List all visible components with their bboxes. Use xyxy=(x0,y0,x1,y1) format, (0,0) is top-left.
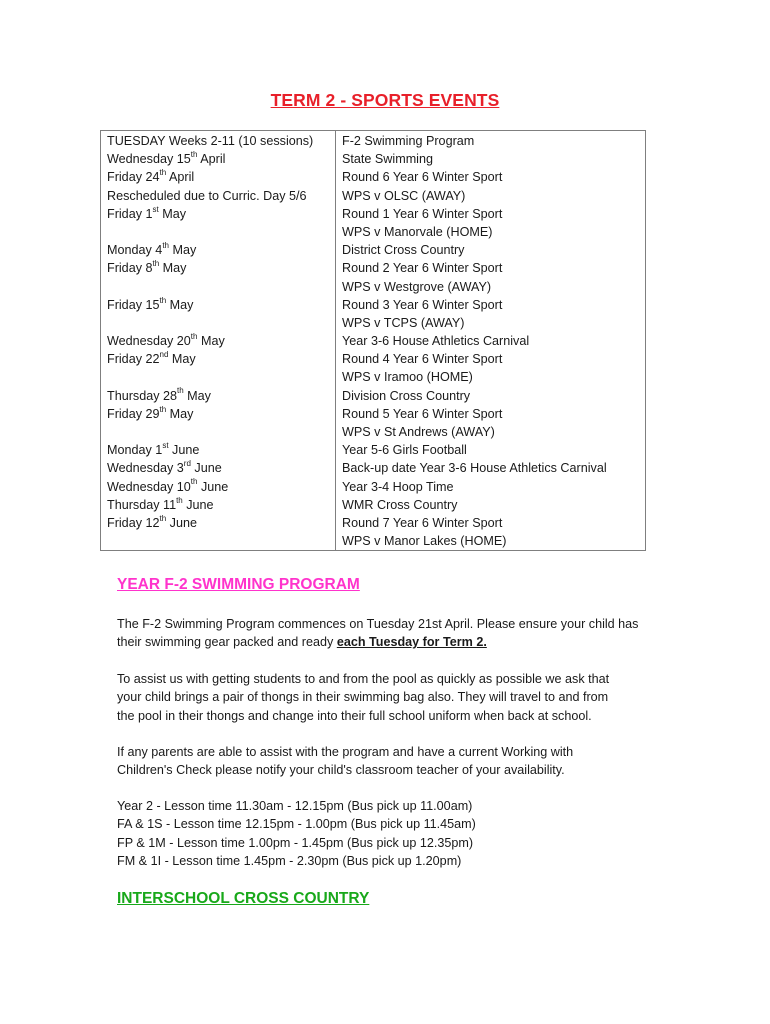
date-line xyxy=(107,241,329,259)
ordinal-suffix: st xyxy=(152,204,159,214)
date-line xyxy=(107,132,329,150)
event-line: Division Cross Country xyxy=(342,388,471,403)
thongs-paragraph xyxy=(117,670,662,725)
date-text: Monday 4 xyxy=(107,243,163,258)
event-line: Back-up date Year 3-6 House Athletics Carnival xyxy=(342,461,607,476)
paragraph-line: the pool in their thongs and change into their full school uniform when back at school. xyxy=(117,708,592,723)
lesson-schedule xyxy=(117,797,662,870)
event-line: Round 7 Year 6 Winter Sport xyxy=(342,515,503,530)
month-text: June xyxy=(182,497,214,512)
ordinal-suffix: th xyxy=(159,295,167,305)
ordinal-suffix: th xyxy=(190,150,198,159)
event-line: WPS v Westgrove (AWAY) xyxy=(342,279,492,294)
date-line xyxy=(107,368,329,386)
date-text: Friday 8 xyxy=(107,261,153,276)
date-text: Friday 1 xyxy=(107,206,153,221)
ordinal-suffix: th xyxy=(190,331,198,341)
ordinal-suffix: th xyxy=(159,168,167,178)
date-text: Thursday 28 xyxy=(107,388,178,403)
date-line xyxy=(107,332,329,350)
ordinal-suffix: th xyxy=(152,259,160,269)
paragraph-line: Children's Check please notify your child's classroom teacher of your availability. xyxy=(117,763,565,778)
event-line: Round 6 Year 6 Winter Sport xyxy=(342,170,503,185)
month-text: June xyxy=(190,461,222,476)
date-line xyxy=(107,405,329,423)
event-line: Year 5-6 Girls Football xyxy=(342,443,467,458)
swimming-intro-paragraph xyxy=(117,615,662,652)
month-text: May xyxy=(159,261,187,276)
ordinal-suffix: th xyxy=(190,477,198,487)
ordinal-suffix: st xyxy=(162,441,169,450)
month-text: May xyxy=(168,243,197,258)
schedule-line: FM & 1I - Lesson time 1.45pm - 2.30pm (Bus pick up 1.20pm) xyxy=(117,853,462,868)
date-line xyxy=(107,150,329,168)
date-line xyxy=(107,296,329,314)
date-line xyxy=(107,459,329,477)
event-line: WPS v TCPS (AWAY) xyxy=(342,315,465,330)
paragraph-line: If any parents are able to assist with the program and have a current Working with xyxy=(117,745,574,759)
paragraph-line: To assist us with getting students to and from the pool as quickly as possible we ask that xyxy=(117,672,610,686)
month-text: June xyxy=(197,479,229,494)
date-line xyxy=(107,314,329,332)
event-line: Year 3-6 House Athletics Carnival xyxy=(342,334,530,349)
event-line: Round 2 Year 6 Winter Sport xyxy=(342,261,503,276)
events-column xyxy=(336,131,646,551)
date-line xyxy=(107,514,329,532)
emphasis-text: each Tuesday for Term 2. xyxy=(336,635,487,650)
swimming-program-heading: YEAR F-2 SWIMMING PROGRAM xyxy=(117,576,360,593)
date-line xyxy=(107,387,329,405)
event-line: State Swimming xyxy=(342,152,433,167)
date-line xyxy=(107,259,329,277)
date-line xyxy=(107,223,329,241)
ordinal-suffix: rd xyxy=(183,459,191,469)
event-line: WPS v OLSC (AWAY) xyxy=(342,188,466,203)
date-text: Friday 29 xyxy=(107,406,160,421)
paragraph-line xyxy=(117,633,662,651)
date-line xyxy=(107,478,329,496)
ordinal-suffix: th xyxy=(159,404,167,414)
date-text: Friday 24 xyxy=(107,170,160,185)
date-text: Friday 15 xyxy=(107,297,160,312)
month-text: June xyxy=(166,515,197,530)
month-text: April xyxy=(197,152,226,167)
event-line: Year 3-4 Hoop Time xyxy=(342,479,454,494)
date-line xyxy=(107,168,329,186)
date-line xyxy=(107,423,329,441)
month-text: May xyxy=(197,334,225,349)
date-text: TUESDAY Weeks 2-11 (10 sessions) xyxy=(107,134,314,148)
event-line: WPS v St Andrews (AWAY) xyxy=(342,425,495,439)
date-line xyxy=(107,187,329,205)
event-line: Round 3 Year 6 Winter Sport xyxy=(342,297,503,312)
ordinal-suffix: th xyxy=(159,513,167,523)
schedule-line: FP & 1M - Lesson time 1.00pm - 1.45pm (Bus pick up 12.35pm) xyxy=(117,835,474,850)
cross-country-heading: INTERSCHOOL CROSS COUNTRY xyxy=(117,890,370,907)
month-text: May xyxy=(183,388,211,403)
date-text: Wednesday 15 xyxy=(107,152,191,167)
date-line xyxy=(107,350,329,368)
date-line xyxy=(107,532,329,550)
event-line: WPS v Manorvale (HOME) xyxy=(342,224,493,239)
date-text: Monday 1 xyxy=(107,443,163,458)
date-line xyxy=(107,496,329,514)
month-text: April xyxy=(166,170,195,185)
event-line: Round 5 Year 6 Winter Sport xyxy=(342,406,503,421)
date-text: Wednesday 3 xyxy=(107,461,184,476)
date-text: Wednesday 10 xyxy=(107,479,191,494)
ordinal-suffix: th xyxy=(176,495,183,505)
table-row xyxy=(101,131,646,551)
event-line: WPS v Iramoo (HOME) xyxy=(342,370,473,385)
volunteers-paragraph xyxy=(117,743,662,780)
dates-column xyxy=(101,131,336,551)
event-line: WPS v Manor Lakes (HOME) xyxy=(342,534,507,549)
month-text: May xyxy=(166,406,194,421)
date-line xyxy=(107,278,329,296)
date-text: Wednesday 20 xyxy=(107,334,191,349)
ordinal-suffix: nd xyxy=(159,350,169,360)
event-line: F-2 Swimming Program xyxy=(342,134,475,148)
month-text: June xyxy=(168,443,200,458)
month-text: May xyxy=(168,352,196,367)
event-line: District Cross Country xyxy=(342,243,465,258)
events-table xyxy=(100,130,646,551)
ordinal-suffix: th xyxy=(162,240,169,250)
date-text: Friday 22 xyxy=(107,352,160,367)
month-text: May xyxy=(166,297,194,312)
event-line: Round 1 Year 6 Winter Sport xyxy=(342,206,503,221)
ordinal-suffix: th xyxy=(177,386,184,396)
date-line xyxy=(107,205,329,223)
date-text: Friday 12 xyxy=(107,515,160,530)
month-text: May xyxy=(158,206,187,221)
event-line: WMR Cross Country xyxy=(342,497,458,512)
date-line xyxy=(107,441,329,459)
date-text: Rescheduled due to Curric. Day 5/6 xyxy=(107,188,307,203)
paragraph-text: their swimming gear packed and ready xyxy=(117,635,337,650)
paragraph-line: your child brings a pair of thongs in their swimming bag also. They will travel to and from xyxy=(117,690,609,705)
page-title: TERM 2 - SPORTS EVENTS xyxy=(270,90,500,110)
schedule-line: Year 2 - Lesson time 11.30am - 12.15pm (Bus pick up 11.00am) xyxy=(117,799,473,813)
event-line: Round 4 Year 6 Winter Sport xyxy=(342,352,503,367)
paragraph-line: The F-2 Swimming Program commences on Tuesday 21st April. Please ensure your child has xyxy=(117,617,639,631)
schedule-line: FA & 1S - Lesson time 12.15pm - 1.00pm (Bus pick up 11.45am) xyxy=(117,817,476,832)
date-text: Thursday 11 xyxy=(107,497,177,512)
